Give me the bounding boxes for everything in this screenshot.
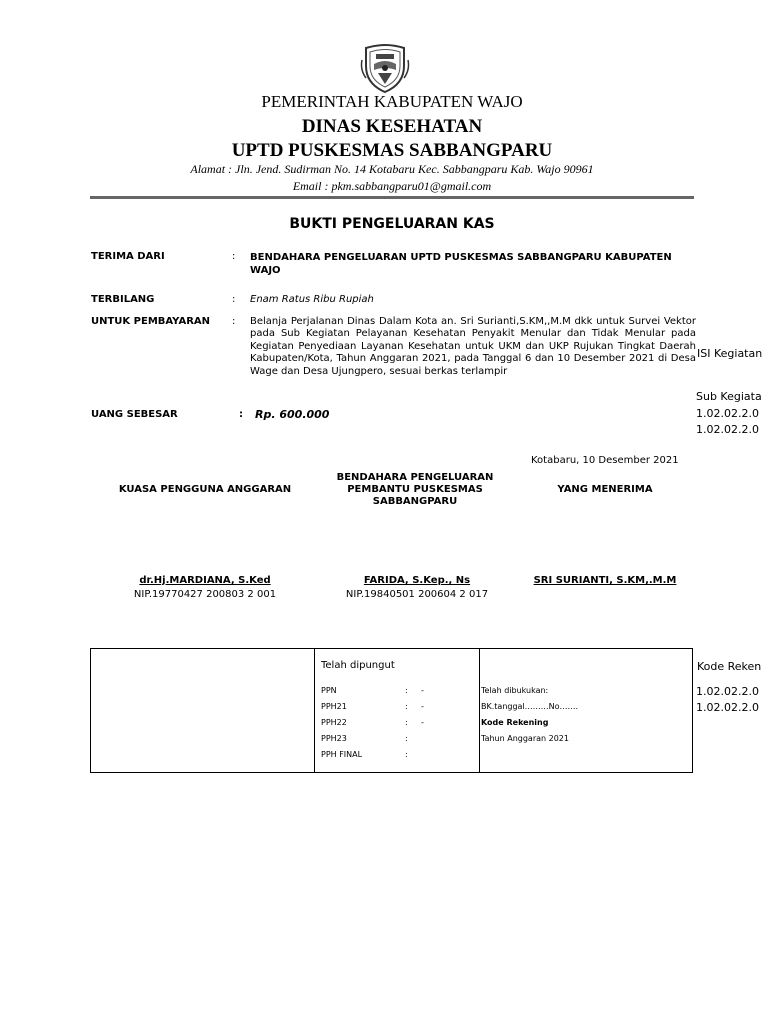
signatory-1-nip: NIP.19770427 200803 2 001 (133, 589, 277, 600)
overflow-kode-1: 1.02.02.2.0 (696, 407, 759, 420)
letterhead-divider (90, 196, 694, 199)
signatory-2-name: FARIDA, S.Kep., Ns (363, 575, 471, 586)
tax-row-label: PPH22 (321, 718, 347, 727)
terbilang-colon: : (232, 294, 236, 305)
untuk-pembayaran-value: Belanja Perjalanan Dinas Dalam Kota an. Sri Surianti,S.KM,,M.M dkk untuk Survei Vektor pada Sub Kegiatan Pelayanan Kesehatan Penyakit Menular dan Tidak Menular pada Kegiatan Penyediaan Layanan Kesehatan untuk UKM dan UKP Rujukan Tingkat Daerah Kabupaten/Kota, Tahun Anggaran 2021, pada Tanggal 6 dan 10 Desember 2021 di Desa Wage dan Desa Ujungpero, sesuai berkas terlampir (250, 316, 696, 377)
tax-box-divider-1 (314, 648, 315, 773)
tax-row-label: PPH FINAL (321, 750, 363, 759)
unit-name: UPTD PUSKESMAS SABBANGPARU (231, 140, 553, 161)
agency-name: DINAS KESEHATAN (301, 116, 483, 137)
tax-row-colon: : (405, 686, 408, 695)
tax-row-colon: : (405, 734, 408, 743)
tax-row-label: PPN (321, 686, 337, 695)
tax-row-colon: : (405, 718, 408, 727)
overflow-kode-2: 1.02.02.2.0 (696, 423, 759, 436)
signatory-2-nip: NIP.19840501 200604 2 017 (345, 589, 489, 600)
overflow-sub-kegiatan: Sub Kegiata (696, 390, 762, 403)
signatory-1-title: KUASA PENGGUNA ANGGARAN (118, 484, 292, 495)
terima-dari-label: TERIMA DARI (91, 251, 165, 262)
bookkeeping-kode-rekening: Kode Rekening (481, 718, 549, 727)
government-name: PEMERINTAH KABUPATEN WAJO (261, 92, 523, 111)
terima-dari-colon: : (232, 251, 236, 262)
bookkeeping-tanggal: BK.tanggal………No……. (481, 702, 579, 711)
overflow-kode-rekening-1: 1.02.02.2.0 (696, 685, 759, 698)
tax-row-value: - (421, 686, 424, 695)
terbilang-label: TERBILANG (91, 294, 155, 305)
signatory-1-name: dr.Hj.MARDIANA, S.Ked (139, 575, 271, 586)
uang-sebesar-colon: : (239, 409, 243, 420)
overflow-kode-rekening-2: 1.02.02.2.0 (696, 701, 759, 714)
tax-row-value: - (421, 702, 424, 711)
overflow-isi-kegiatan: ISI Kegiatan (697, 347, 763, 360)
tax-box-divider-2 (479, 648, 480, 773)
signatory-3-title: YANG MENERIMA (557, 484, 653, 495)
terima-dari-value: BENDAHARA PENGELUARAN UPTD PUSKESMAS SABBANGPARU KABUPATEN WAJO (250, 252, 672, 276)
signatory-2-title: BENDAHARA PENGELUARAN PEMBANTU PUSKESMAS SABBANGPARU (336, 472, 494, 507)
tax-row-colon: : (405, 702, 408, 711)
document-title: BUKTI PENGELUARAN KAS (289, 216, 495, 232)
tax-row-label: PPH23 (321, 734, 347, 743)
email-line: Email : pkm.sabbangparu01@gmail.com (292, 179, 492, 193)
regency-emblem-logo (358, 40, 412, 94)
tax-row-colon: : (405, 750, 408, 759)
untuk-pembayaran-label: UNTUK PEMBAYARAN (91, 316, 211, 327)
untuk-pembayaran-colon: : (232, 316, 236, 327)
overflow-kode-rekening: Kode Reken (697, 660, 762, 673)
uang-sebesar-label: UANG SEBESAR (91, 409, 178, 420)
tax-row-label: PPH21 (321, 702, 347, 711)
address-line: Alamat : Jln. Jend. Sudirman No. 14 Kotabaru Kec. Sabbangparu Kab. Wajo 90961 (190, 162, 594, 176)
place-date: Kotabaru, 10 Desember 2021 (531, 455, 679, 466)
tax-row-value: - (421, 718, 424, 727)
bookkeeping-tahun: Tahun Anggaran 2021 (481, 734, 569, 743)
bookkeeping-telah: Telah dibukukan: (481, 686, 549, 695)
tax-box-heading: Telah dipungut (321, 660, 395, 671)
signatory-3-name: SRI SURIANTI, S.KM,.M.M (533, 575, 677, 586)
terbilang-value: Enam Ratus Ribu Rupiah (250, 294, 374, 305)
uang-sebesar-value: Rp. 600.000 (255, 408, 330, 421)
